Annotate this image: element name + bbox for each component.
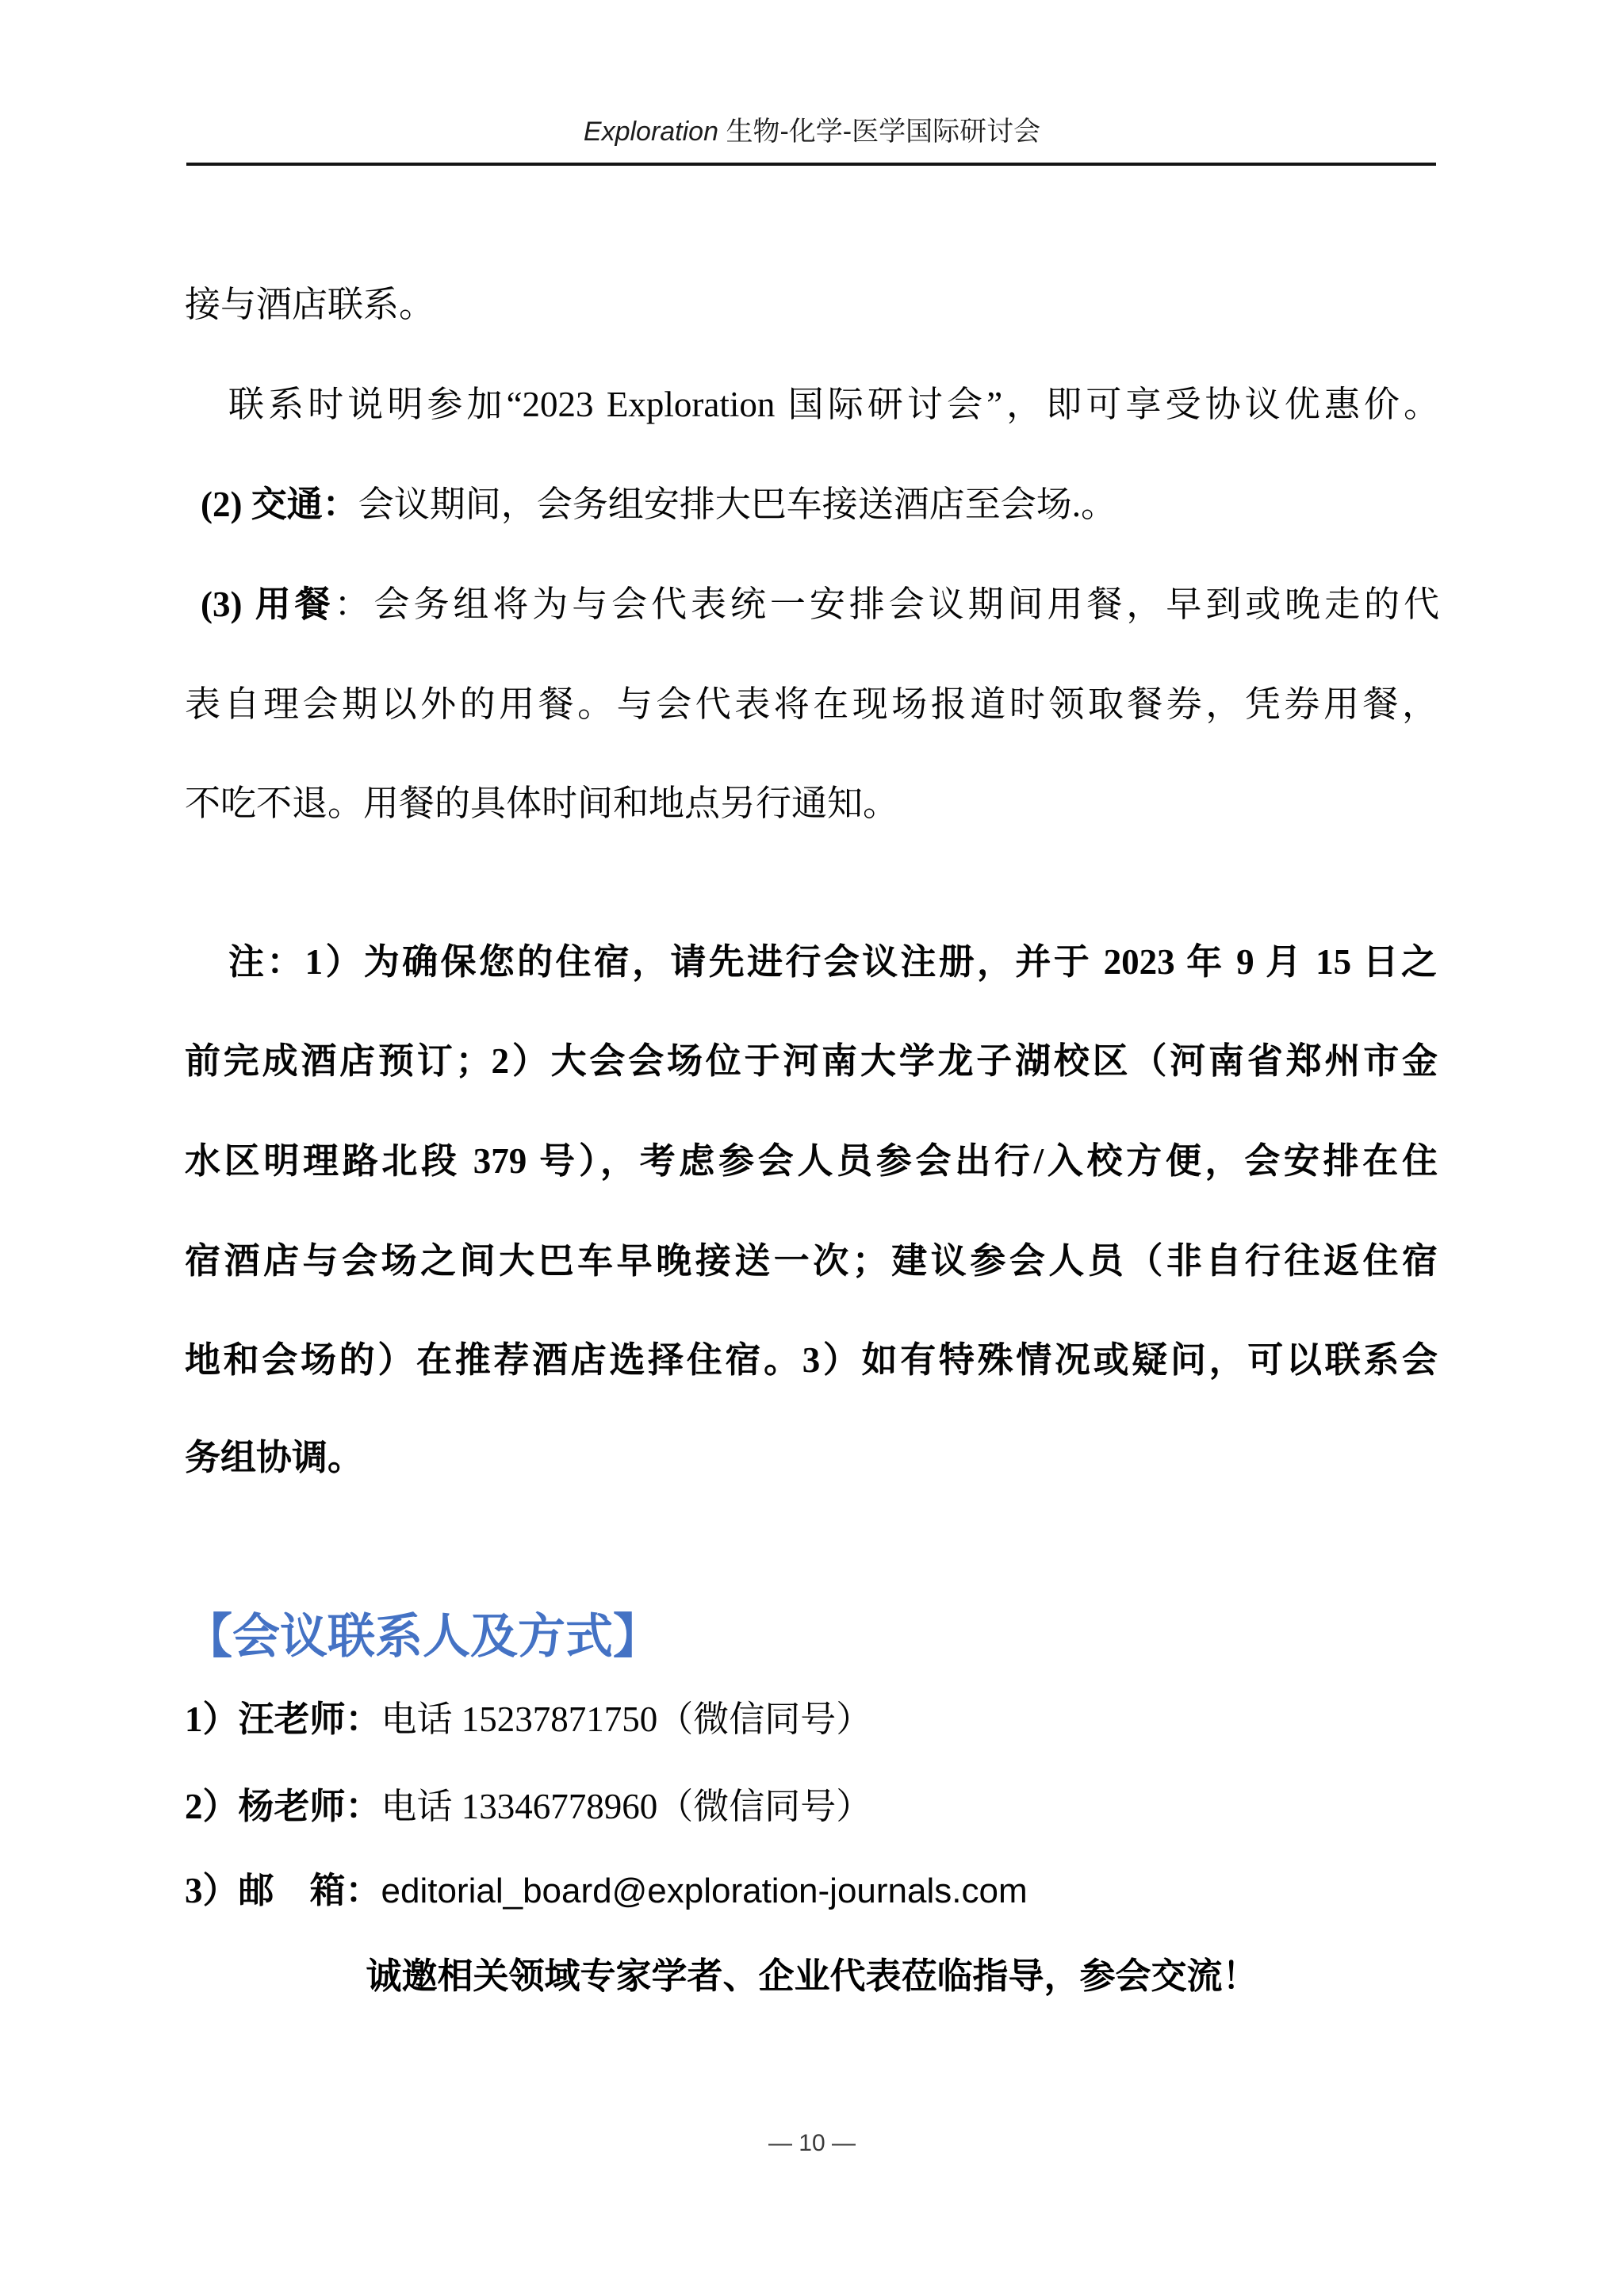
item-meals-colon: ： [334, 584, 374, 624]
page-number: — 10 — [768, 2130, 856, 2156]
paragraph-discount: 联系时说明参加“2023 Exploration 国际研讨会”，即可享受协议优惠价。 [228, 385, 1439, 424]
item-meals-line1 [201, 582, 1439, 626]
closing-invitation: 诚邀相关领域专家学者、企业代表莅临指导，参会交流！ [366, 1956, 1258, 1996]
item-transport [201, 482, 1116, 527]
contact-email-label: 3）邮 箱： [185, 1871, 381, 1910]
note-line-2: 前完成酒店预订；2）大会会场位于河南大学龙子湖校区（河南省郑州市金 [185, 1041, 1438, 1081]
contact-row-email [185, 1868, 1028, 1913]
contacts-section-heading: 【会议联系人及方式】 [185, 1610, 661, 1663]
page-header [0, 109, 1624, 148]
contact-yang-label: 2）杨老师： [185, 1787, 381, 1826]
header-title: 生物-化学-医学国际研讨会 [718, 117, 1041, 147]
note-line-5: 地和会场的）在推荐酒店选择住宿。3）如有特殊情况或疑问，可以联系会 [185, 1340, 1438, 1380]
contact-email-address: editorial_board@exploration-journals.com [381, 1872, 1028, 1910]
note-line-3: 水区明理路北段 379 号），考虑参会人员参会出行/入校方便，会安排在住 [185, 1141, 1438, 1181]
note-line-6: 务组协调。 [185, 1438, 364, 1477]
item-meals-text1: 会务组将为与会代表统一安排会议期间用餐，早到或晚走的代 [373, 584, 1439, 624]
paragraph-hotel-contact: 接与酒店联系。 [185, 285, 435, 324]
note-line-4: 宿酒店与会场之间大巴车早晚接送一次；建议参会人员（非自行往返住宿 [185, 1241, 1438, 1281]
contact-yang-phone: 电话 13346778960（微信同号） [381, 1787, 872, 1826]
item-meals-label: (3) 用餐 [201, 584, 335, 624]
contact-wang-label: 1）汪老师： [185, 1699, 381, 1739]
item-meals-line2: 表自理会期以外的用餐。与会代表将在现场报道时领取餐券，凭券用餐， [185, 684, 1438, 724]
contact-row-yang [185, 1784, 871, 1829]
item-transport-label: (2) 交通： [201, 485, 358, 524]
note-line-1: 注：1）为确保您的住宿，请先进行会议注册，并于 2023 年 9 月 15 日之 [228, 942, 1437, 982]
header-rule [186, 163, 1436, 166]
journal-name: Exploration [583, 117, 718, 147]
item-meals-line3: 不吃不退。用餐的具体时间和地点另行通知。 [185, 784, 899, 823]
contact-wang-phone: 电话 15237871750（微信同号） [381, 1699, 872, 1739]
item-transport-text: 会议期间，会务组安排大巴车接送酒店至会场.。 [358, 485, 1116, 524]
contact-row-wang [185, 1697, 871, 1741]
